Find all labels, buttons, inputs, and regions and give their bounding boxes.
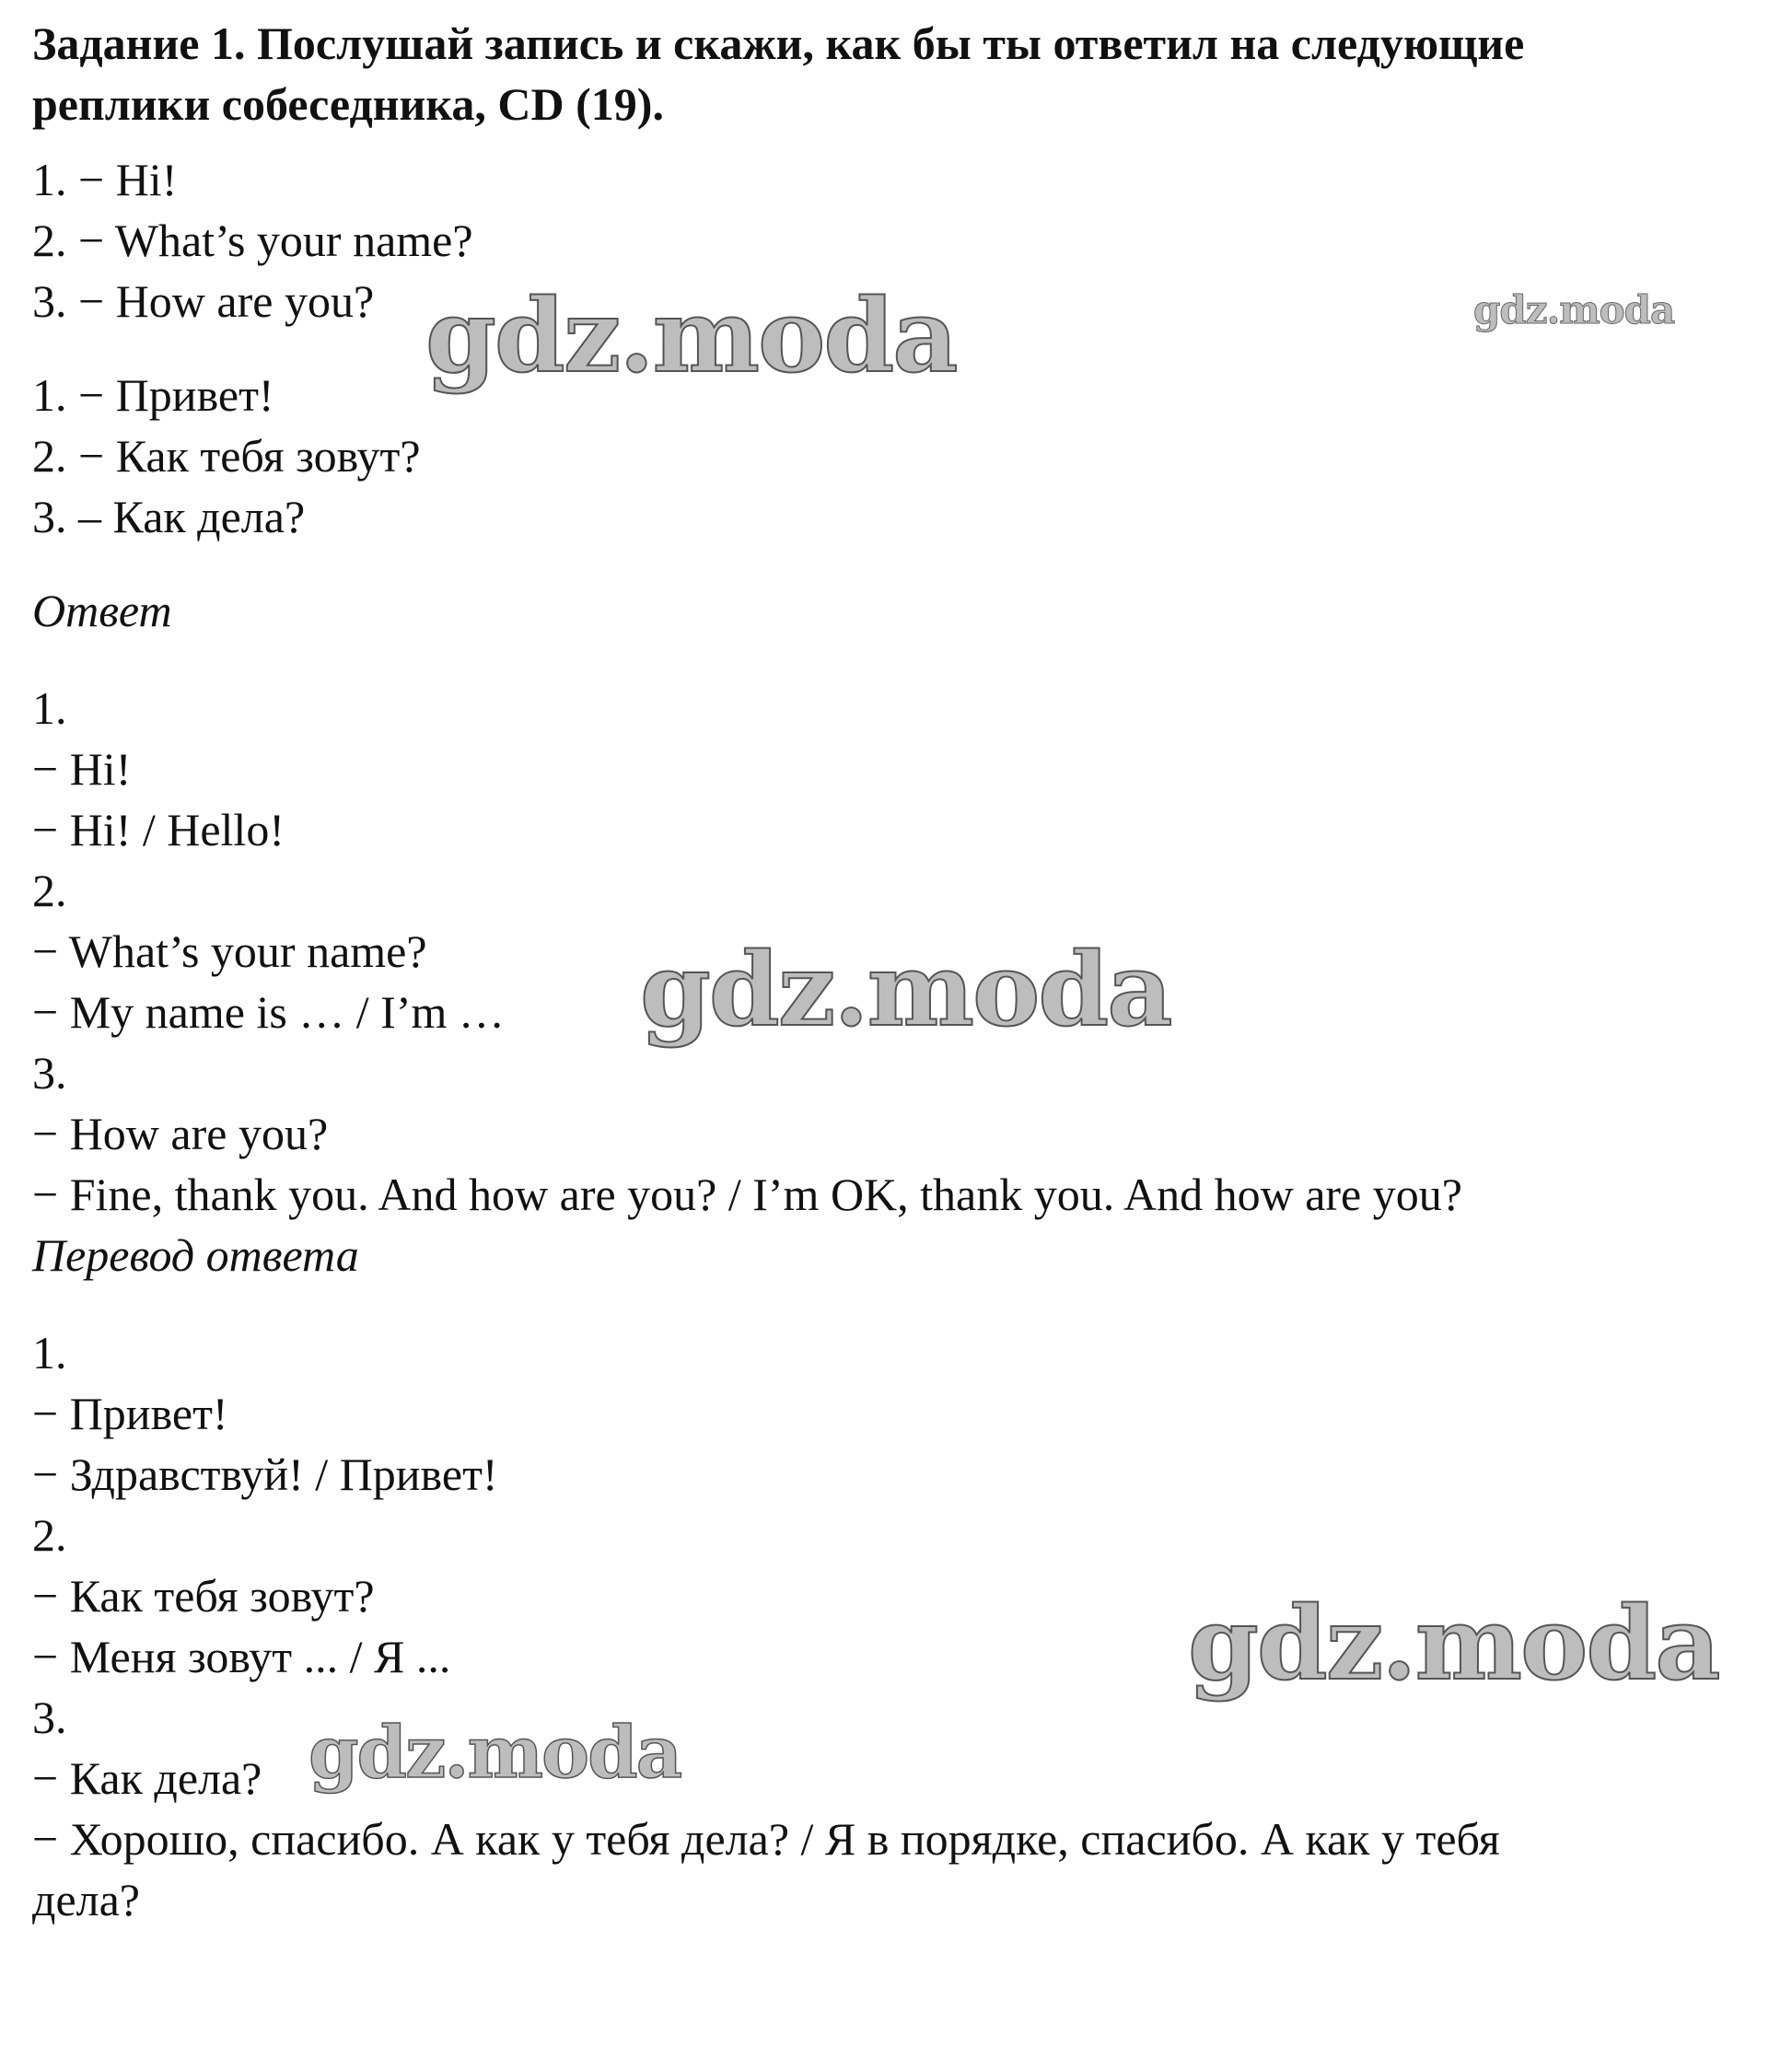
translation-line: − Хорошо, спасибо. А как у тебя дела? / Я в порядке, спасибо. А как у тебя xyxy=(32,1813,1500,1865)
watermark: gdz.moda xyxy=(640,930,1171,1049)
answer-line: − Hi! xyxy=(32,743,132,795)
translation-label: Перевод ответа xyxy=(32,1229,359,1281)
answer-line: − Fine, thank you. And how are you? / I’m OK, thank you. And how are you? xyxy=(32,1169,1462,1220)
task-heading xyxy=(32,13,1763,134)
translation-line: − Привет! xyxy=(32,1388,228,1439)
task-title-line-2: реплики собеседника, CD (19). xyxy=(32,78,664,130)
prompt-line: 2. − What’s your name? xyxy=(32,215,473,266)
translation-line: − Здравствуй! / Привет! xyxy=(32,1448,498,1500)
answer-line: 1. xyxy=(32,682,67,734)
watermark: gdz.moda xyxy=(308,1711,681,1795)
prompt-line: 3. – Как дела? xyxy=(32,491,306,542)
answer-label: Ответ xyxy=(32,585,172,636)
answer-line: − Hi! / Hello! xyxy=(32,804,285,855)
task-title-line-1: Задание 1. Послушай запись и скажи, как бы ты ответил на следующие xyxy=(32,17,1525,69)
answer-line: − How are you? xyxy=(32,1108,329,1159)
watermark: gdz.moda xyxy=(1473,287,1675,332)
answer-line: 2. xyxy=(32,865,67,916)
translation-line: 2. xyxy=(32,1509,67,1561)
answer-line: − What’s your name? xyxy=(32,925,427,977)
prompt-line: 1. − Привет! xyxy=(32,369,274,421)
translation-line: дела? xyxy=(32,1874,140,1925)
watermark: gdz.moda xyxy=(425,276,957,395)
translation-line: 1. xyxy=(32,1327,67,1378)
answer-line: 3. xyxy=(32,1047,67,1099)
answer-line: − My name is … / I’m … xyxy=(32,986,505,1038)
translation-line: − Меня зовут ... / Я ... xyxy=(32,1631,451,1682)
translation-line: − Как дела? xyxy=(32,1752,262,1804)
watermark: gdz.moda xyxy=(1188,1584,1719,1703)
translation-line: − Как тебя зовут? xyxy=(32,1570,375,1622)
prompt-line: 3. − How are you? xyxy=(32,275,375,327)
translation-line: 3. xyxy=(32,1692,67,1743)
prompt-line: 2. − Как тебя зовут? xyxy=(32,430,421,482)
prompt-line: 1. − Hi! xyxy=(32,154,178,205)
